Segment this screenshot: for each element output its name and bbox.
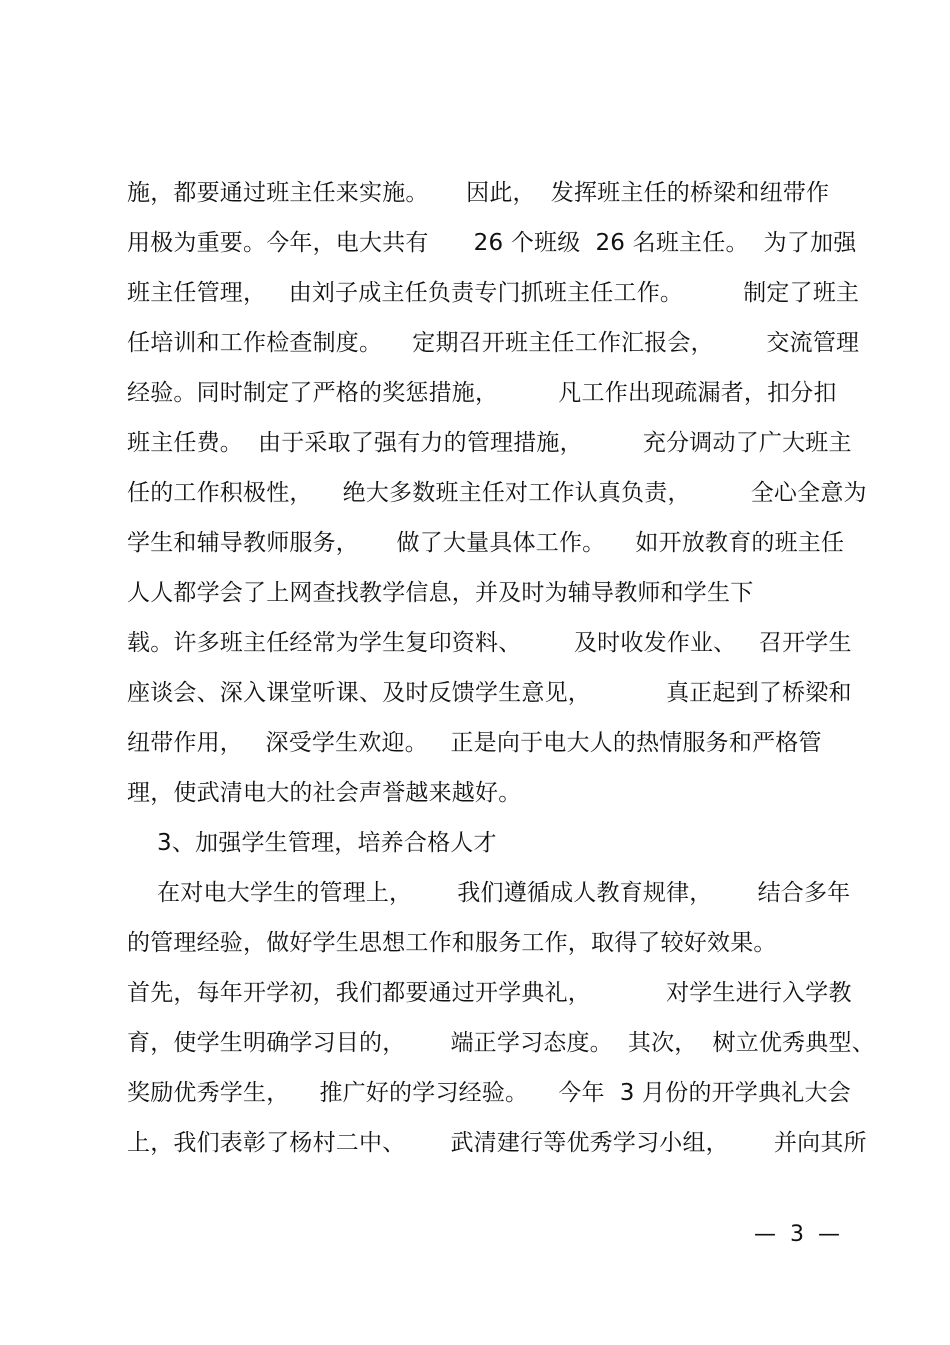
text-line: 人人都学会了上网查找教学信息，并及时为辅导教师和学生下	[127, 580, 754, 606]
text-line: 任培训和工作检查制度。 定期召开班主任工作汇报会， 交流管理	[127, 330, 860, 356]
text-line: 纽带作用， 深受学生欢迎。 正是向于电大人的热情服务和严格管	[127, 730, 822, 756]
text-line: 载。许多班主任经常为学生复印资料、 及时收发作业、 召开学生	[127, 630, 852, 656]
text-line: 班主任费。 由于采取了强有力的管理措施， 充分调动了广大班主	[127, 430, 852, 456]
text-line: 用极为重要。今年，电大共有 26 个班级 26 名班主任。 为了加强	[127, 230, 857, 256]
page-number: — 3 —	[754, 1222, 840, 1247]
text-line: 班主任管理， 由刘子成主任负责专门抓班主任工作。 制定了班主	[127, 280, 860, 306]
text-line: 任的工作积极性， 绝大多数班主任对工作认真负责， 全心全意为	[127, 480, 867, 506]
text-line: 学生和辅导教师服务， 做了大量具体工作。 如开放教育的班主任	[127, 530, 845, 556]
text-line: 理，使武清电大的社会声誉越来越好。	[127, 780, 522, 806]
text-line: 在对电大学生的管理上， 我们遵循成人教育规律， 结合多年	[127, 880, 851, 906]
section-heading: 3、加强学生管理，培养合格人才	[127, 830, 497, 856]
text-line: 奖励优秀学生， 推广好的学习经验。 今年 3 月份的开学典礼大会	[127, 1080, 851, 1106]
text-line: 上，我们表彰了杨村二中、 武清建行等优秀学习小组， 并向其所	[127, 1130, 867, 1156]
text-line: 施，都要通过班主任来实施。 因此， 发挥班主任的桥梁和纽带作	[127, 180, 830, 206]
text-line: 首先，每年开学初，我们都要通过开学典礼， 对学生进行入学教	[127, 980, 852, 1006]
text-line: 的管理经验，做好学生思想工作和服务工作，取得了较好效果。	[127, 930, 777, 956]
text-line: 育，使学生明确学习目的， 端正学习态度。 其次， 树立优秀典型、	[127, 1030, 875, 1056]
text-line: 座谈会、深入课堂听课、及时反馈学生意见， 真正起到了桥梁和	[127, 680, 852, 706]
text-line: 经验。同时制定了严格的奖惩措施， 凡工作出现疏漏者，扣分扣	[127, 380, 837, 406]
